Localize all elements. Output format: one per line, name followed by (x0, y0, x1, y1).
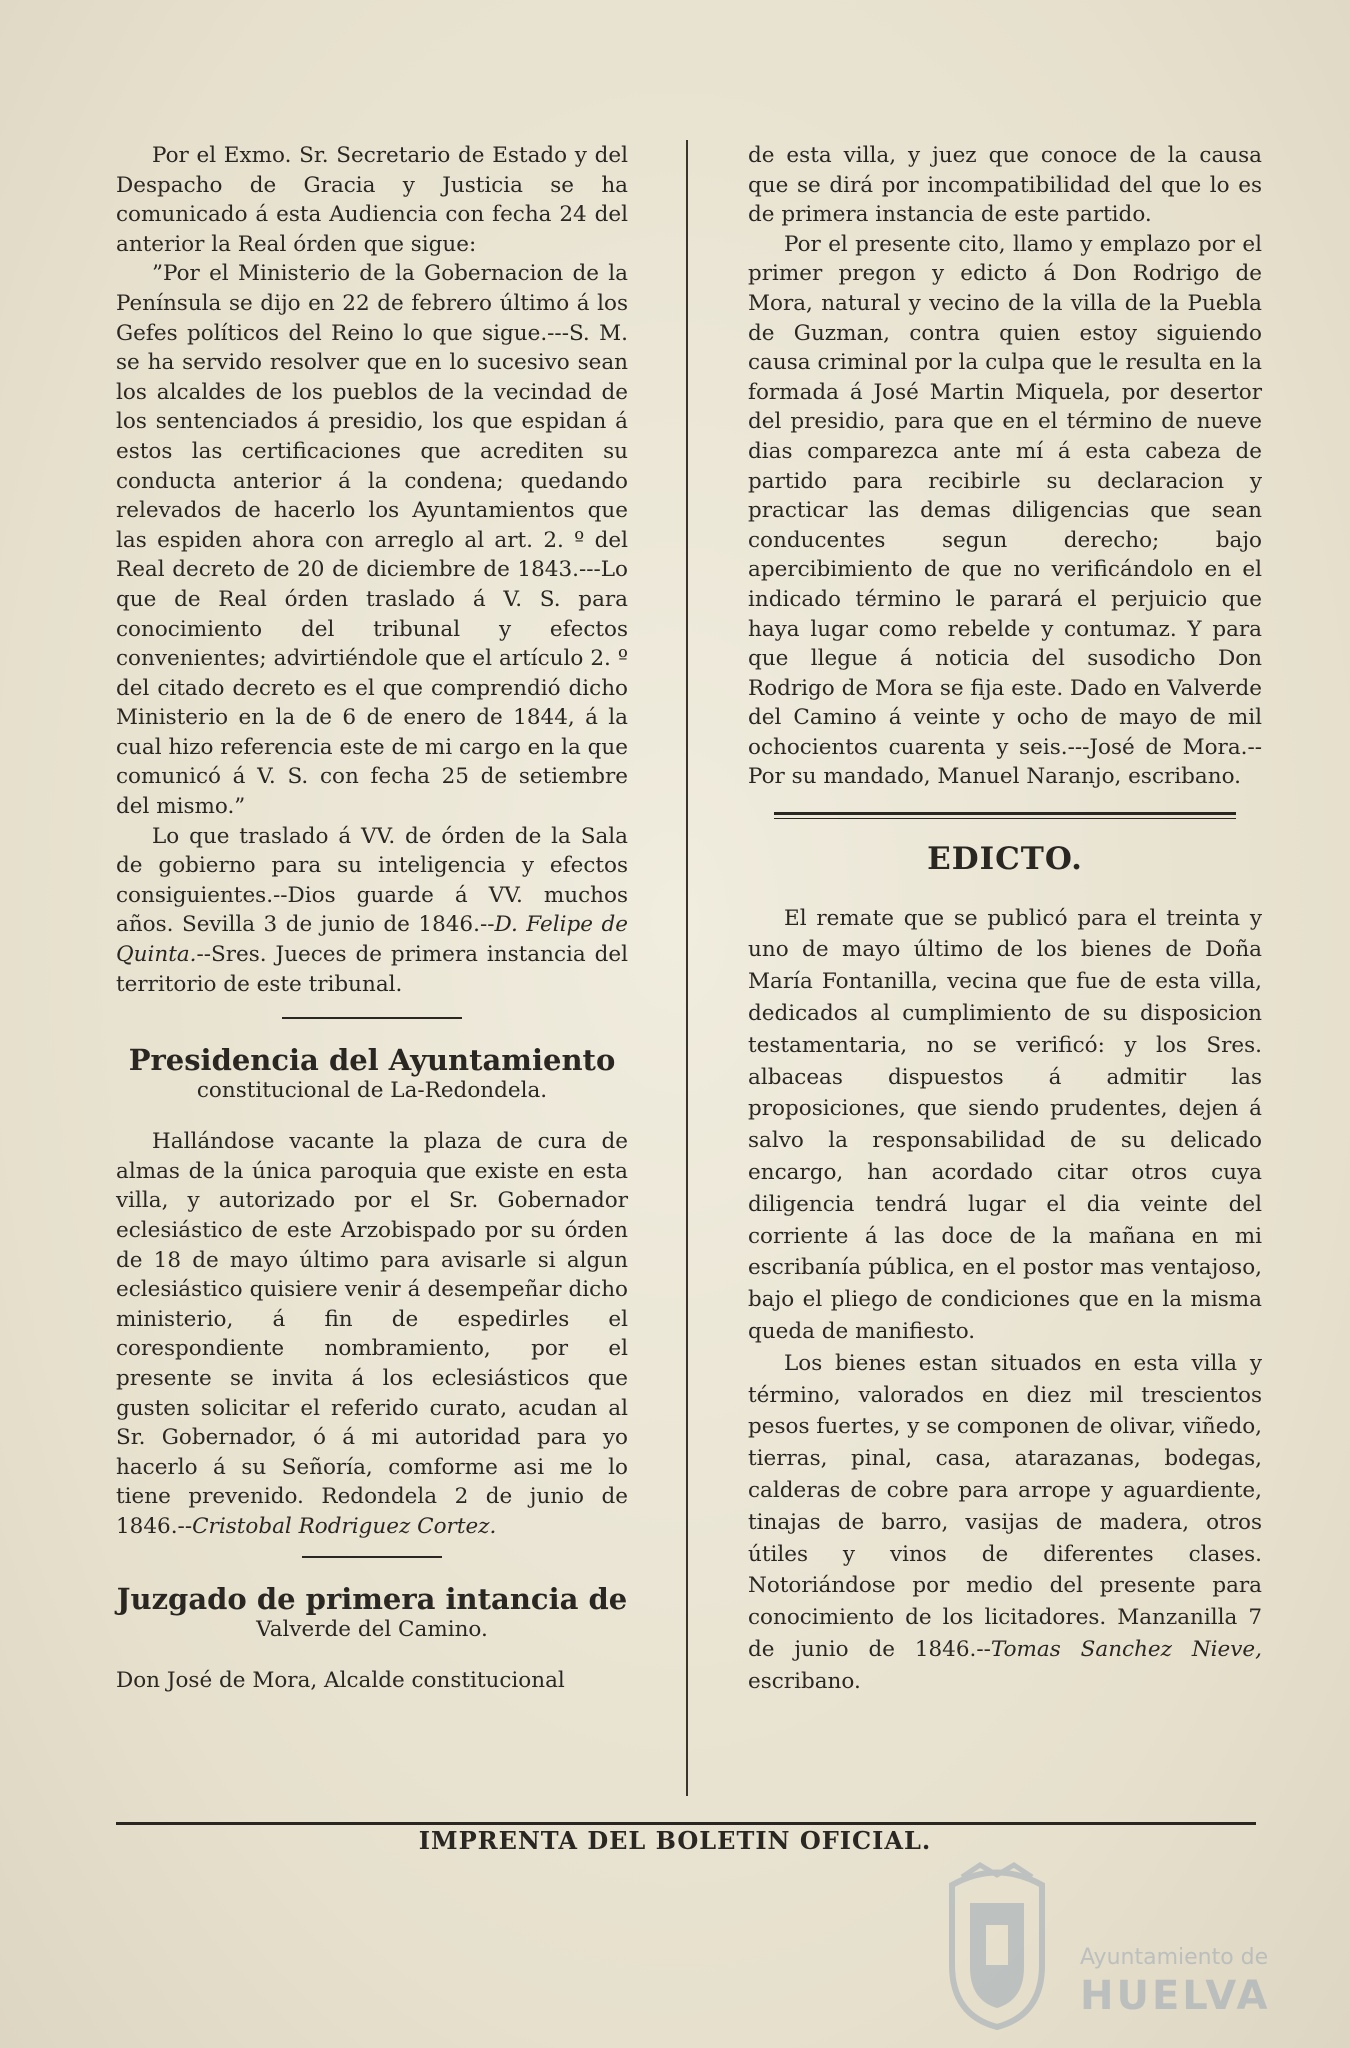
paragraph (116, 1127, 628, 1541)
watermark-text: HUELVA (1080, 1973, 1271, 2019)
right-column (748, 141, 1262, 1698)
footer-rule (116, 1822, 1256, 1825)
column-divider (686, 140, 688, 1796)
section-divider (302, 1556, 442, 1558)
watermark-text: Ayuntamiento de (1080, 1945, 1269, 1970)
text: Los bienes estan situados en esta villa y término, valorados en diez mil trescientos pesos fuertes, y se componen de olivar, viñedo, tierras, pinal, casa, atarazanas, bodegas, calderas de cobre para arrope y aguardiente, tinajas de barro, vasijas de madera, otros útiles y vinos de diferentes clases. Notoriándose por medio del presente para conocimiento de los licitadores. Manzanilla 7 de junio de 1846.-- (748, 1350, 1262, 1662)
paragraph: ”Por el Ministerio de la Gobernacion de la Península se dijo en 22 de febrero último á los Gefes políticos del Reino lo que sigue.---S. M. se ha servido resolver que en lo sucesivo sean los alcaldes de los pueblos de la vecindad de los sentenciados á presidio, los que espidan á estos las certificaciones que acrediten su conducta anterior á la condena; quedando relevados de hacerlo los Ayuntamientos que las espiden ahora con arreglo al art. 2. º del Real decreto de 20 de diciembre de 1843.---Lo que de Real órden traslado á V. S. para conocimiento del tribunal y efectos convenientes; advirtiéndole que el artículo 2. º del citado decreto es el que comprendió dicho Ministerio en la de 6 de enero de 1844, á la cual hizo referencia este de mi cargo en la que comunicó á V. S. con fecha 25 de setiembre del mismo.” (116, 261, 628, 820)
text: Lo que traslado á VV. de órden de la Sala de gobierno para su inteligencia y efectos consiguientes.--Dios guarde á VV. muchos años. Sevilla 3 de junio de 1846.-- (116, 823, 628, 938)
signature: Cristobal Rodriguez Cortez. (192, 1513, 497, 1539)
section-subtitle: constitucional de La-Redondela. (196, 1078, 548, 1104)
paragraph: Por el Exmo. Sr. Secretario de Estado y del Despacho de Gracia y Justicia se ha comunicado á esta Audiencia con fecha 24 del anterior la Real órden que sigue: (116, 143, 628, 257)
left-column (116, 141, 628, 1695)
huelva-watermark-logo (932, 1855, 1292, 2035)
paragraph: de esta villa, y juez que conoce de la causa que se dirá por incompatibilidad del que lo es de primera instancia de este partido. (748, 143, 1262, 228)
text: escribano. (748, 1668, 861, 1694)
footer-imprint: IMPRENTA DEL BOLETIN OFICIAL. (418, 1826, 932, 1855)
paragraph: El remate que se publicó para el treinta y uno de mayo último de los bienes de Doña María Fontanilla, vecina que fue de esta villa, dedicados al cumplimiento de su disposicion testamentaria, no se verificó: y los Sres. albaceas dispuestos á admitir las proposiciones, que siendo prudentes, dejen á salvo la responsabilidad de su delicado encargo, han acordado citar otros cuya diligencia tendrá lugar el dia veinte del corriente á las doce de la mañana en mi escribanía pública, en el postor mas ventajoso, bajo el pliego de condiciones que en la misma queda de manifiesto. (748, 905, 1262, 1345)
signature: D. Felipe de Quinta. (116, 912, 628, 968)
edicto-body (748, 903, 1262, 1698)
edicto-title: EDICTO. (927, 841, 1083, 878)
paragraph (748, 1348, 1262, 1698)
text: Hallándose vacante la plaza de cura de almas de la única paroquia que existe en esta villa, y autorizado por el Sr. Gobernador eclesiástico de este Arzobispado por su órden de 18 de mayo último para avisarle si algun eclesiástico quisiere venir á desempeñar dicho ministerio, á fin de espedirles el corespondiente nombramiento, por el presente se invita á los eclesiásticos que gusten solicitar el referido curato, acudan al Sr. Gobernador, ó á mi autoridad para yo hacerlo á su Señoría, comforme asi me lo tiene prevenido. Redondela 2 de junio de 1846.-- (116, 1129, 628, 1539)
text: --Sres. Jueces de primera instancia del territorio de este tribunal. (116, 942, 628, 997)
section-title: Juzgado de primera intancia de (116, 1581, 628, 1616)
paragraph: Don José de Mora, Alcalde constitucional (116, 1667, 565, 1693)
section-subtitle: Valverde del Camino. (256, 1616, 488, 1642)
paragraph (116, 822, 628, 1000)
paragraph: Por el presente cito, llamo y emplazo por el primer pregon y edicto á Don Rodrigo de Mora, natural y vecino de la villa de la Puebla de Guzman, contra quien estoy siguiendo causa criminal por la culpa que le resulta en la formada á José Martin Miquela, por desertor del presidio, para que en el término de nueve dias comparezca ante mí á esta cabeza de partido para recibirle su declaracion y practicar las demas diligencias que sean conducentes segun derecho; bajo apercibimiento de que no verificándolo en el indicado término le parará el perjuicio que haya lugar como rebelde y contumaz. Y para que llegue á noticia del susodicho Don Rodrigo de Mora se fija este. Dado en Valverde del Camino á veinte y ocho de mayo de mil ochocientos cuarenta y seis.---José de Mora.--Por su mandado, Manuel Naranjo, escribano. (748, 231, 1262, 790)
section-title: Presidencia del Ayuntamiento (128, 1043, 616, 1078)
shield-icon (932, 1855, 1062, 2030)
section-divider (774, 812, 1236, 819)
signature: Tomas Sanchez Nieve, (990, 1636, 1262, 1662)
section-divider (282, 1017, 462, 1019)
